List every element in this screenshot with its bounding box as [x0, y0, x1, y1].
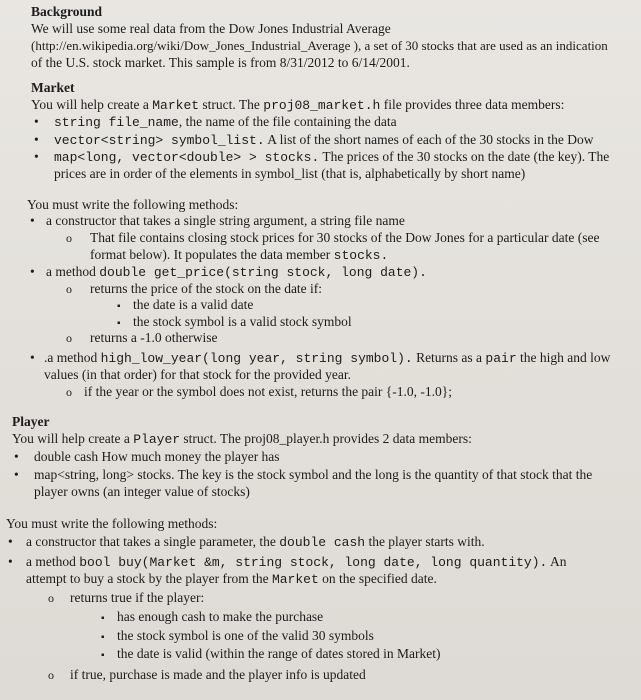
member-text: The prices of the 30 stocks on the date (the key). The — [319, 149, 610, 164]
player-member-2-cont: player owns (an integer value of stocks) — [34, 484, 250, 499]
bullet-icon — [30, 263, 35, 280]
background-heading: Background — [31, 4, 103, 19]
get-price-text: a method — [46, 264, 100, 279]
player-member-1 — [14, 448, 280, 465]
market-section — [31, 79, 641, 114]
market-intro-text-3: file provides three data members: — [380, 97, 565, 112]
high-low-text-2: Returns as a — [412, 350, 486, 365]
player-intro-code: Player — [133, 432, 181, 447]
high-low-sub-text: if the year or the symbol does not exist, returns the pair {-1.0, -1.0}; — [84, 384, 453, 399]
member-text: map<string, long> stocks. The key is the stock symbol and the long is the quantity of that stock that the — [34, 467, 593, 482]
market-high-low — [30, 349, 610, 367]
market-intro-text-2: struct. The — [199, 97, 264, 112]
ctor-sub-code: stocks. — [333, 248, 389, 263]
ctor-sub-text-2: format below). It populates the data member — [90, 247, 334, 262]
ctor-sub-text: That file contains closing stock prices for 30 stocks of the Dow Jones for a particular date (see — [90, 230, 600, 245]
market-get-price — [30, 263, 427, 281]
bullet-icon — [34, 148, 39, 165]
member-code: map<long, vector<double> > stocks. — [54, 150, 320, 165]
buy-cont-code: Market — [271, 572, 319, 587]
condition-text: the stock symbol is a valid stock symbol — [133, 314, 352, 329]
market-ctor — [30, 212, 405, 229]
player-buy — [8, 553, 566, 571]
condition-text: the date is a valid date — [133, 297, 254, 312]
circle-bullet-icon — [66, 229, 72, 247]
player-buy-sub — [48, 589, 204, 606]
market-get-price-cond-2 — [117, 313, 352, 330]
ctor-text-2: the player starts with. — [365, 534, 485, 549]
market-get-price-sub — [66, 280, 322, 297]
market-high-low-cont: values (in that order) for that stock for the provided year. — [44, 367, 352, 382]
circle-bullet-icon — [48, 589, 54, 607]
market-methods-intro: You must write the following methods: — [27, 197, 239, 212]
get-price-else-text: returns a -1.0 otherwise — [90, 330, 218, 345]
member-text: A list of the short names of each of the 30 stocks in the Dow — [264, 132, 594, 147]
buy-sub-text: returns true if the player: — [70, 590, 205, 605]
market-heading: Market — [31, 80, 75, 95]
market-ctor-sub — [66, 229, 599, 246]
player-ctor — [8, 533, 485, 551]
market-member-1 — [34, 113, 397, 131]
player-buy-cond-3 — [101, 645, 441, 662]
square-bullet-icon — [101, 608, 105, 627]
square-bullet-icon — [101, 627, 105, 646]
buy-cont-text-2: on the specified date. — [318, 571, 437, 586]
buy-text: a method — [26, 554, 80, 569]
background-section — [31, 3, 641, 71]
bullet-icon — [8, 553, 13, 570]
circle-bullet-icon — [66, 383, 72, 401]
square-bullet-icon — [101, 645, 105, 664]
market-intro — [31, 96, 641, 114]
market-intro-file: proj08_market.h — [263, 98, 381, 113]
market-get-price-else — [66, 329, 217, 346]
high-low-code: high_low_year(long year, string symbol). — [100, 351, 413, 366]
get-price-sub-text: returns the price of the stock on the date if: — [90, 281, 323, 296]
buy-code: bool buy(Market &m, string stock, long date, long quantity). — [79, 555, 548, 570]
player-buy-cond-1 — [101, 608, 323, 625]
market-ctor-sub-cont — [90, 246, 388, 264]
player-buy-true — [48, 666, 366, 683]
buy-true-text: if true, purchase is made and the player info is updated — [70, 667, 366, 682]
market-member-3-cont: prices are in order of the elements in symbol_list (that is, alphabetically by short name) — [54, 166, 526, 181]
ctor-code: double cash — [279, 535, 366, 550]
player-buy-cond-2 — [101, 627, 374, 644]
member-code: string file_name — [54, 115, 179, 130]
circle-bullet-icon — [48, 666, 54, 684]
high-low-text: .a method — [44, 350, 101, 365]
player-methods-intro: You must write the following methods: — [6, 516, 218, 531]
player-intro-text: You will help create a — [12, 431, 134, 446]
high-low-pair: pair — [485, 351, 517, 366]
bullet-icon — [34, 113, 39, 130]
player-member-2 — [14, 466, 592, 483]
player-intro-text-2: struct. The proj08_player.h provides 2 data members: — [180, 431, 472, 446]
bullet-icon — [30, 212, 35, 229]
market-get-price-cond-1 — [117, 296, 253, 313]
ctor-text: a constructor that takes a single string argument, a string file name — [46, 213, 405, 228]
condition-text: the date is valid (within the range of dates stored in Market) — [117, 646, 441, 661]
condition-text: the stock symbol is one of the valid 30 symbols — [117, 628, 374, 643]
member-text: , the name of the file containing the data — [178, 114, 397, 129]
market-member-2 — [34, 131, 593, 149]
circle-bullet-icon — [66, 329, 72, 347]
get-price-code: double get_price(string stock, long date). — [99, 265, 427, 280]
member-text: double cash How much money the player has — [34, 449, 280, 464]
buy-cont-text: attempt to buy a stock by the player from the — [26, 571, 272, 586]
market-intro-text: You will help create a — [31, 97, 153, 112]
high-low-text-3: the high and low — [516, 350, 611, 365]
ctor-text: a constructor that takes a single parameter, the — [26, 534, 280, 549]
buy-text-2: An — [547, 554, 567, 569]
circle-bullet-icon — [66, 280, 72, 298]
bullet-icon — [14, 466, 19, 483]
bullet-icon — [30, 349, 35, 366]
market-member-3 — [34, 148, 609, 166]
bullet-icon — [14, 448, 19, 465]
player-buy-cont — [26, 570, 437, 588]
market-high-low-sub — [66, 383, 452, 400]
member-code: vector<string> symbol_list. — [54, 133, 265, 148]
condition-text: has enough cash to make the purchase — [117, 609, 324, 624]
market-intro-code: Market — [152, 98, 200, 113]
background-line-1: We will use some real data from the Dow Jones Industrial Average — [31, 21, 391, 36]
background-line-2: (http://en.wikipedia.org/wiki/Dow_Jones_Industrial_Average ), a set of 30 stocks that are used as an indication — [31, 38, 608, 53]
bullet-icon — [8, 533, 13, 550]
player-intro — [12, 430, 472, 448]
player-heading: Player — [12, 414, 50, 429]
bullet-icon — [34, 131, 39, 148]
background-line-3: of the U.S. stock market. This sample is from 8/31/2012 to 6/14/2001. — [31, 55, 410, 70]
